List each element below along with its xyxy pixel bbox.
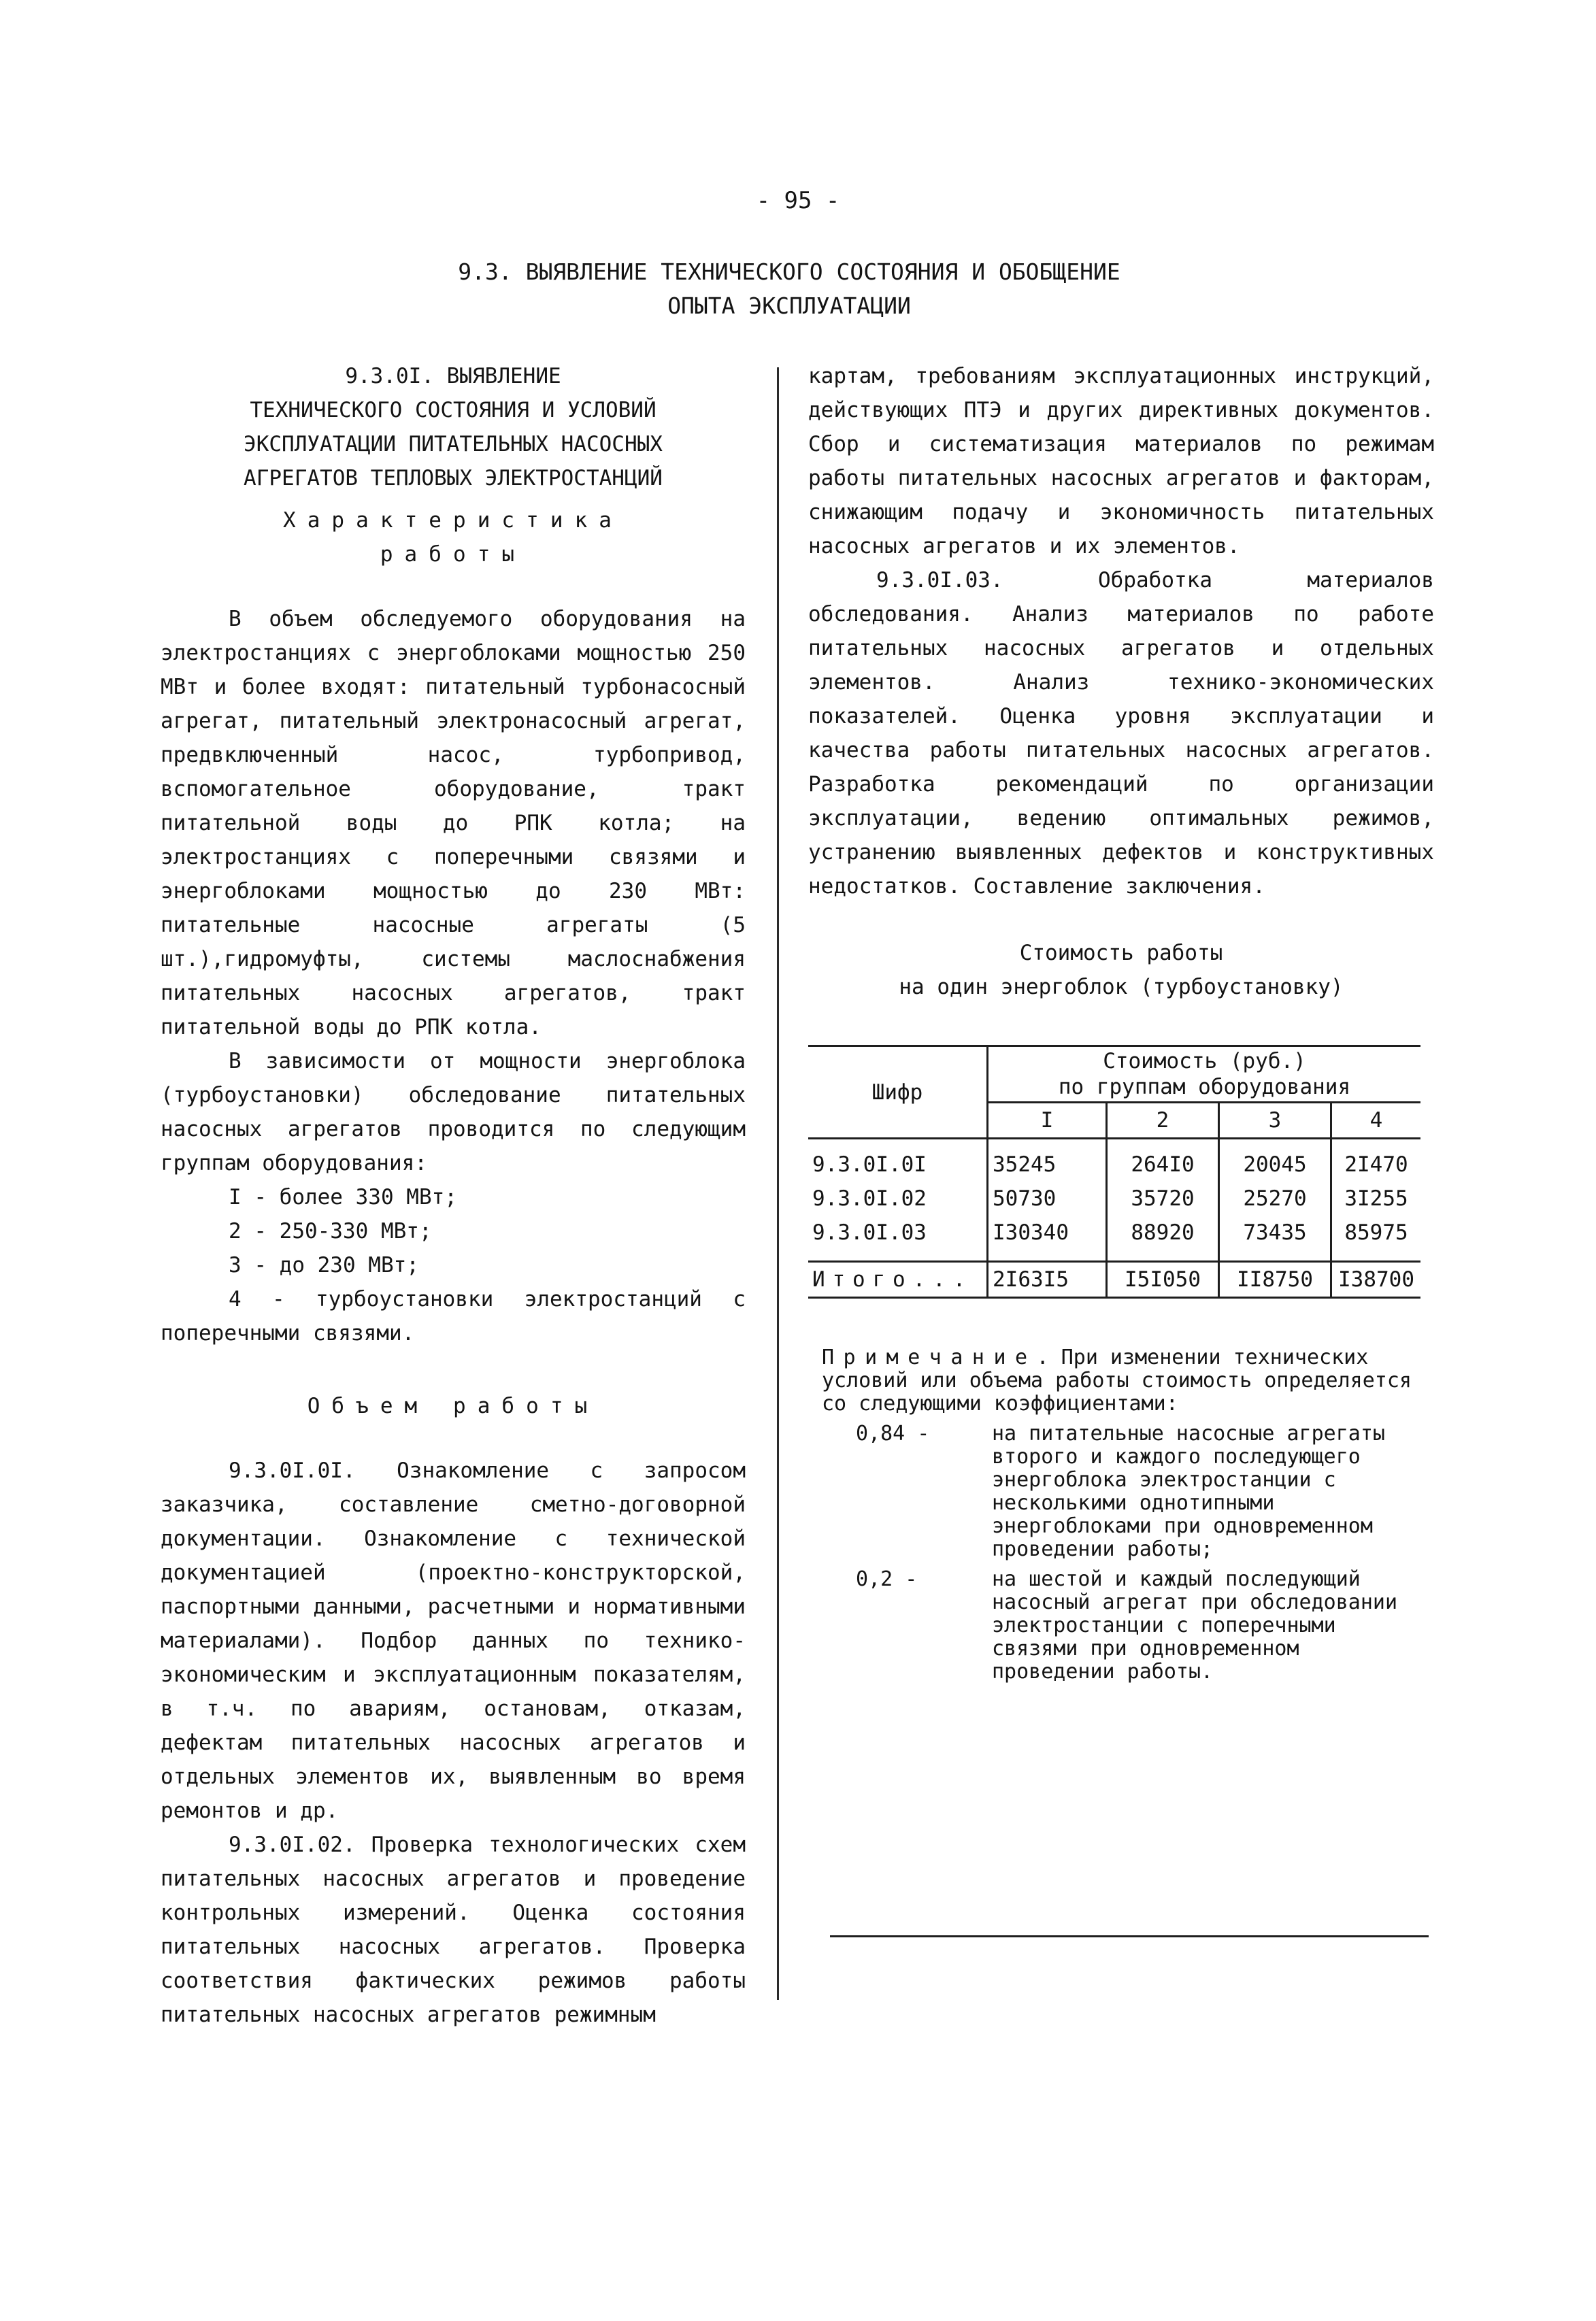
row-value: 264I0 [1107,1139,1219,1182]
row-value: 35720 [1107,1182,1219,1216]
heading-line: ЭКСПЛУАТАЦИИ ПИТАТЕЛЬНЫХ НАСОСНЫХ [244,432,663,456]
row-value: 73435 [1219,1216,1331,1262]
section-title [381,255,1197,323]
coefficient-item [808,1422,1434,1561]
row-value: 50730 [988,1182,1107,1216]
row-value: 88920 [1107,1216,1219,1262]
characteristic-title [161,503,746,571]
right-column [808,359,1434,1684]
subsection-heading [161,359,746,495]
note-intro [808,1346,1434,1416]
left-column [161,359,746,2032]
paragraph: В объем обследуемого оборудования на электростанциях с энергоблоками мощностью 250 МВт и более входят: питательный турбонасосный агрегат, питательный электронасосный агрегат, предвключенный насос, турбопривод, вспомогательное оборудование, тракт питательной воды до РПК котла; на электростанциях с поперечными связями и энергоблоками мощностью до 230 МВт: питательные насосные агрегаты (5 шт.),гидромуфты, системы маслоснабжения питательных насосных агрегатов, тракт питательной воды до РПК котла. [161,607,746,1039]
row-value: 3I255 [1331,1182,1421,1216]
group-item: I - более 330 МВт; [229,1185,457,1209]
characteristic-title-line: работы [380,542,527,567]
group-item: 3 - до 230 МВт; [229,1253,419,1278]
group-header: 2 [1107,1103,1219,1139]
note-label: Примечание [822,1346,1037,1369]
section-title-line: 9.3. ВЫЯВЛЕНИЕ ТЕХНИЧЕСКОГО СОСТОЯНИЯ И ОБОБЩЕНИЕ [458,258,1120,285]
spacer [161,1350,746,1381]
row-value: 85975 [1331,1216,1421,1262]
page-number: - 95 - [756,187,840,214]
coefficient-value: 0,84 - [856,1422,930,1446]
row-value: 25270 [1219,1182,1331,1216]
cost-caption-line: Стоимость работы [1019,941,1223,965]
total-value: II8750 [1219,1262,1331,1298]
characteristic-title-line: Характеристика [283,508,623,533]
coefficient-item [808,1568,1434,1684]
note-text: . При изменении технических условий или объема работы стоимость определяется со следующими коэффициентами: [822,1346,1412,1416]
heading-line: ТЕХНИЧЕСКОГО СОСТОЯНИЯ И УСЛОВИЙ [250,398,656,422]
total-value: 2I63I5 [988,1262,1107,1298]
row-value: 35245 [988,1139,1107,1182]
cost-caption [808,936,1434,1004]
coefficient-text: на питательные насосные агрегаты второго и каждого последующего энергоблока электростанции с несколькими однотипными энергоблоками при одновременном проведении работы; [992,1422,1385,1561]
paragraph: 9.3.0I.0I. Ознакомление с запросом заказчика, составление сметно-договорной документации. Ознакомление с технической документацией (проектно-конструкторской, паспортными данными, расчетными и нормативными материалами). Подбор данных по технико-экономическим и эксплуатационным показателям, в т.ч. по авариям, остановам, отказам, дефектам питательных насосных агрегатов и отдельных элементов их, выявленным во время ремонтов и др. [161,1458,746,1823]
row-code: 9.3.0I.02 [812,1186,927,1211]
table-row [808,1182,1420,1216]
row-value: I30340 [988,1216,1107,1262]
paragraph: 9.3.0I.02. Проверка технологических схем питательных насосных агрегатов и проведение контрольных измерений. Оценка состояния питательных насосных агрегатов. Проверка соответствия фактических режимов работы питательных насосных агрегатов режимным [161,1833,746,2027]
heading-line: 9.3.0I. ВЫЯВЛЕНИЕ [345,364,561,388]
heading-line: АГРЕГАТОВ ТЕПЛОВЫХ ЭЛЕКТРОСТАНЦИЙ [244,466,663,490]
coefficient-text: на шестой и каждый последующий насосный агрегат при обследовании электростанции с поперечными связями при одновременном проведении работы. [992,1567,1398,1684]
total-value: I38700 [1331,1262,1421,1298]
cost-caption-line: на один энергоблок (турбоустановку) [899,975,1344,999]
spacer [161,1423,746,1454]
header-cost-line: Стоимость (руб.) [1103,1049,1306,1073]
total-value: I5I050 [1107,1262,1219,1298]
table-header-row [808,1046,1420,1103]
paragraph: В зависимости от мощности энергоблока (турбоустановки) обследование питательных насосных агрегатов проводится по следующим группам оборудования: [161,1049,746,1175]
total-label: Итого... [808,1262,988,1298]
table-total-row [808,1262,1420,1298]
row-value: 20045 [1219,1139,1331,1182]
coefficient-value: 0,2 - [856,1567,918,1591]
group-item: 2 - 250-330 МВт; [229,1219,432,1243]
header-cost [988,1046,1421,1103]
group-item: 4 - турбоустановки электростанций с поперечными связями. [161,1287,746,1346]
bottom-rule [830,1935,1429,1937]
section-title-line: ОПЫТА ЭКСПЛУАТАЦИИ [667,293,911,319]
column-divider [777,367,779,2000]
header-code: Шифр [808,1046,988,1139]
table-row [808,1216,1420,1262]
paragraph: картам, требованиям эксплуатационных инструкций, действующих ПТЭ и других директивных документов. Сбор и систематизация материалов по режимам работы питательных насосных агрегатов и факторам, снижающим подачу и экономичность питательных насосных агрегатов и их элементов. [808,364,1434,558]
note [808,1346,1434,1684]
paragraph: 9.3.0I.03. Обработка материалов обследования. Анализ материалов по работе питательных насосных агрегатов и отдельных элементов. Анализ технико-экономических показателей. Оценка уровня эксплуатации и качества работы питательных насосных агрегатов. Разработка рекомендаций по организации эксплуатации, ведению оптимальных режимов, устранению выявленных дефектов и конструктивных недостатков. Составление заключения. [808,568,1434,899]
row-code: 9.3.0I.0I [812,1152,927,1177]
group-header: 4 [1331,1103,1421,1139]
cost-table [808,1045,1420,1299]
group-header: I [988,1103,1107,1139]
row-code: 9.3.0I.03 [812,1220,927,1245]
header-cost-line: по группам оборудования [1058,1075,1351,1099]
row-value: 2I470 [1331,1139,1421,1182]
table-row [808,1139,1420,1182]
scope-title: Объем работы [307,1394,599,1418]
group-header: 3 [1219,1103,1331,1139]
spacer [161,571,746,602]
